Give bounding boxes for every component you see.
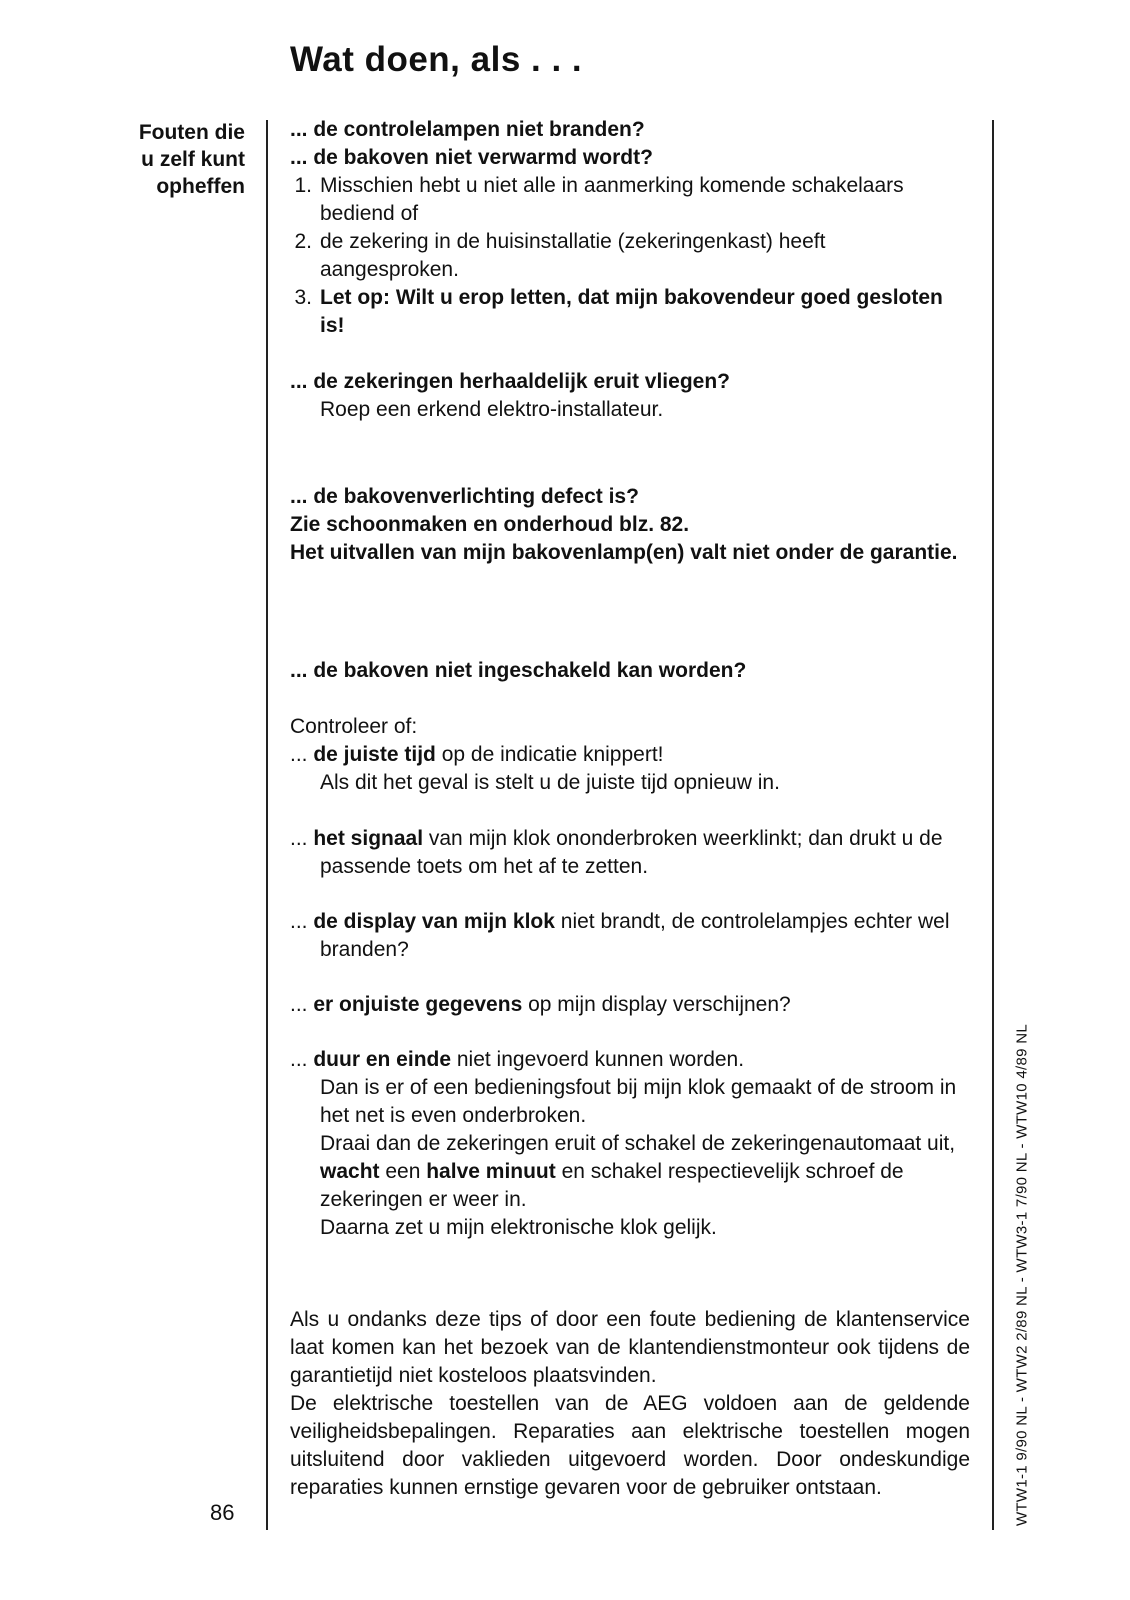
check-line xyxy=(290,1046,970,1074)
section-verlichting xyxy=(290,483,970,567)
check-note: Als dit het geval is stelt u de juiste tijd opnieuw in. xyxy=(320,771,780,794)
check-item xyxy=(290,908,970,964)
numbered-item xyxy=(290,284,970,340)
item-text: de zekering in de huisinstallatie (zekeringenkast) heeft aangesproken. xyxy=(320,230,826,281)
explanation-part: en schakel respectievelijk schroef de zekeringen er weer in. xyxy=(320,1160,904,1211)
check-rest: op mijn display verschijnen? xyxy=(522,993,791,1016)
check-emphasis: de juiste tijd xyxy=(313,743,436,766)
check-rest: niet brandt, de controlelampjes echter wel branden? xyxy=(320,910,950,961)
item-number: 1. xyxy=(294,174,312,197)
check-prefix: ... xyxy=(290,743,314,766)
check-rest: van mijn klok ononderbroken weerklinkt; dan drukt u de passende toets om het af te zetten. xyxy=(320,827,943,878)
check-line xyxy=(290,991,970,1019)
check-rest: niet ingevoerd kunnen worden. xyxy=(451,1048,745,1071)
item-number: 2. xyxy=(294,230,312,253)
question-heading: ... de zekeringen herhaaldelijk eruit vliegen? xyxy=(290,370,730,393)
explanation-emphasis: halve minuut xyxy=(426,1160,556,1183)
check-item xyxy=(290,991,970,1019)
left-divider xyxy=(266,120,268,1530)
check-rest: op de indicatie knippert! xyxy=(435,743,664,766)
check-prefix: ... xyxy=(290,827,314,850)
item-text: Misschien hebt u niet alle in aanmerking komende schakelaars bediend of xyxy=(320,174,904,225)
check-emphasis: het signaal xyxy=(313,827,424,850)
check-prefix: ... xyxy=(290,993,314,1016)
section-inschakelen xyxy=(290,657,970,685)
numbered-item xyxy=(290,228,970,284)
check-line xyxy=(290,908,970,964)
question-heading: ... de bakoven niet ingeschakeld kan worden? xyxy=(290,659,747,682)
check-item xyxy=(290,1046,970,1242)
item-text: Let op: Wilt u erop letten, dat mijn bakovendeur goed gesloten is! xyxy=(320,286,943,337)
check-prefix: ... xyxy=(290,910,314,933)
right-divider xyxy=(992,120,994,1530)
check-item xyxy=(290,825,970,881)
explanation-text xyxy=(290,1130,970,1214)
explanation-text: Dan is er of een bedieningsfout bij mijn klok gemaakt of de stroom in het net is even onderbroken. xyxy=(320,1076,957,1127)
check-line xyxy=(290,741,970,769)
notice-paragraph: Als u ondanks deze tips of door een foute bediening de klantenservice laat komen kan het bezoek van de klantendienstmonteur ook tijdens de garantietijd niet kosteloos plaatsvinden. xyxy=(290,1308,970,1387)
check-intro xyxy=(290,713,970,741)
answer-text: Roep een erkend elektro-installateur. xyxy=(320,398,664,421)
explanation-part: Draai dan de zekeringen eruit of schakel de zekeringenautomaat uit, xyxy=(320,1132,956,1155)
section-sidebar-heading xyxy=(70,119,245,200)
check-emphasis: er onjuiste gegevens xyxy=(313,993,523,1016)
question-heading: ... de bakoven niet verwarmd wordt? xyxy=(290,146,653,169)
question-heading: ... de controlelampen niet branden? xyxy=(290,118,645,141)
check-label: Controleer of: xyxy=(290,715,418,738)
document-code: WTW1-1 9/90 NL - WTW2 2/89 NL - WTW3-1 7/90 NL - WTW10 4/89 NL xyxy=(1013,1023,1031,1527)
numbered-item xyxy=(290,172,970,228)
question-heading: ... de bakovenverlichting defect is? xyxy=(290,485,639,508)
check-item xyxy=(290,741,970,797)
sidebar-heading-line: opheffen xyxy=(156,175,245,198)
item-number: 3. xyxy=(294,286,312,309)
service-notice xyxy=(290,1306,970,1502)
check-prefix: ... xyxy=(290,1048,314,1071)
explanation-part: een xyxy=(379,1160,427,1183)
explanation-text: Daarna zet u mijn elektronische klok gelijk. xyxy=(320,1216,717,1239)
check-emphasis: de display van mijn klok xyxy=(313,910,555,933)
check-emphasis: duur en einde xyxy=(313,1048,452,1071)
section-controlelampen xyxy=(290,116,970,340)
sidebar-heading-line: u zelf kunt xyxy=(141,148,245,171)
reference-text: Zie schoonmaken en onderhoud blz. 82. xyxy=(290,513,690,536)
explanation-emphasis: wacht xyxy=(320,1160,380,1183)
page-title: Wat doen, als . . . xyxy=(290,40,583,79)
notice-paragraph: De elektrische toestellen van de AEG voldoen aan de geldende veiligheidsbepalingen. Reparaties aan elektrische toestellen mogen uitsluitend door vaklieden uitgevoerd worden. Door ondeskundige reparaties kunnen ernstige gevaren voor de gebruiker ontstaan. xyxy=(290,1392,970,1499)
warranty-note: Het uitvallen van mijn bakovenlamp(en) valt niet onder de garantie. xyxy=(290,541,958,564)
page-number: 86 xyxy=(210,1500,235,1525)
section-zekeringen xyxy=(290,368,970,424)
sidebar-heading-line: Fouten die xyxy=(138,121,245,144)
check-line xyxy=(290,825,970,881)
